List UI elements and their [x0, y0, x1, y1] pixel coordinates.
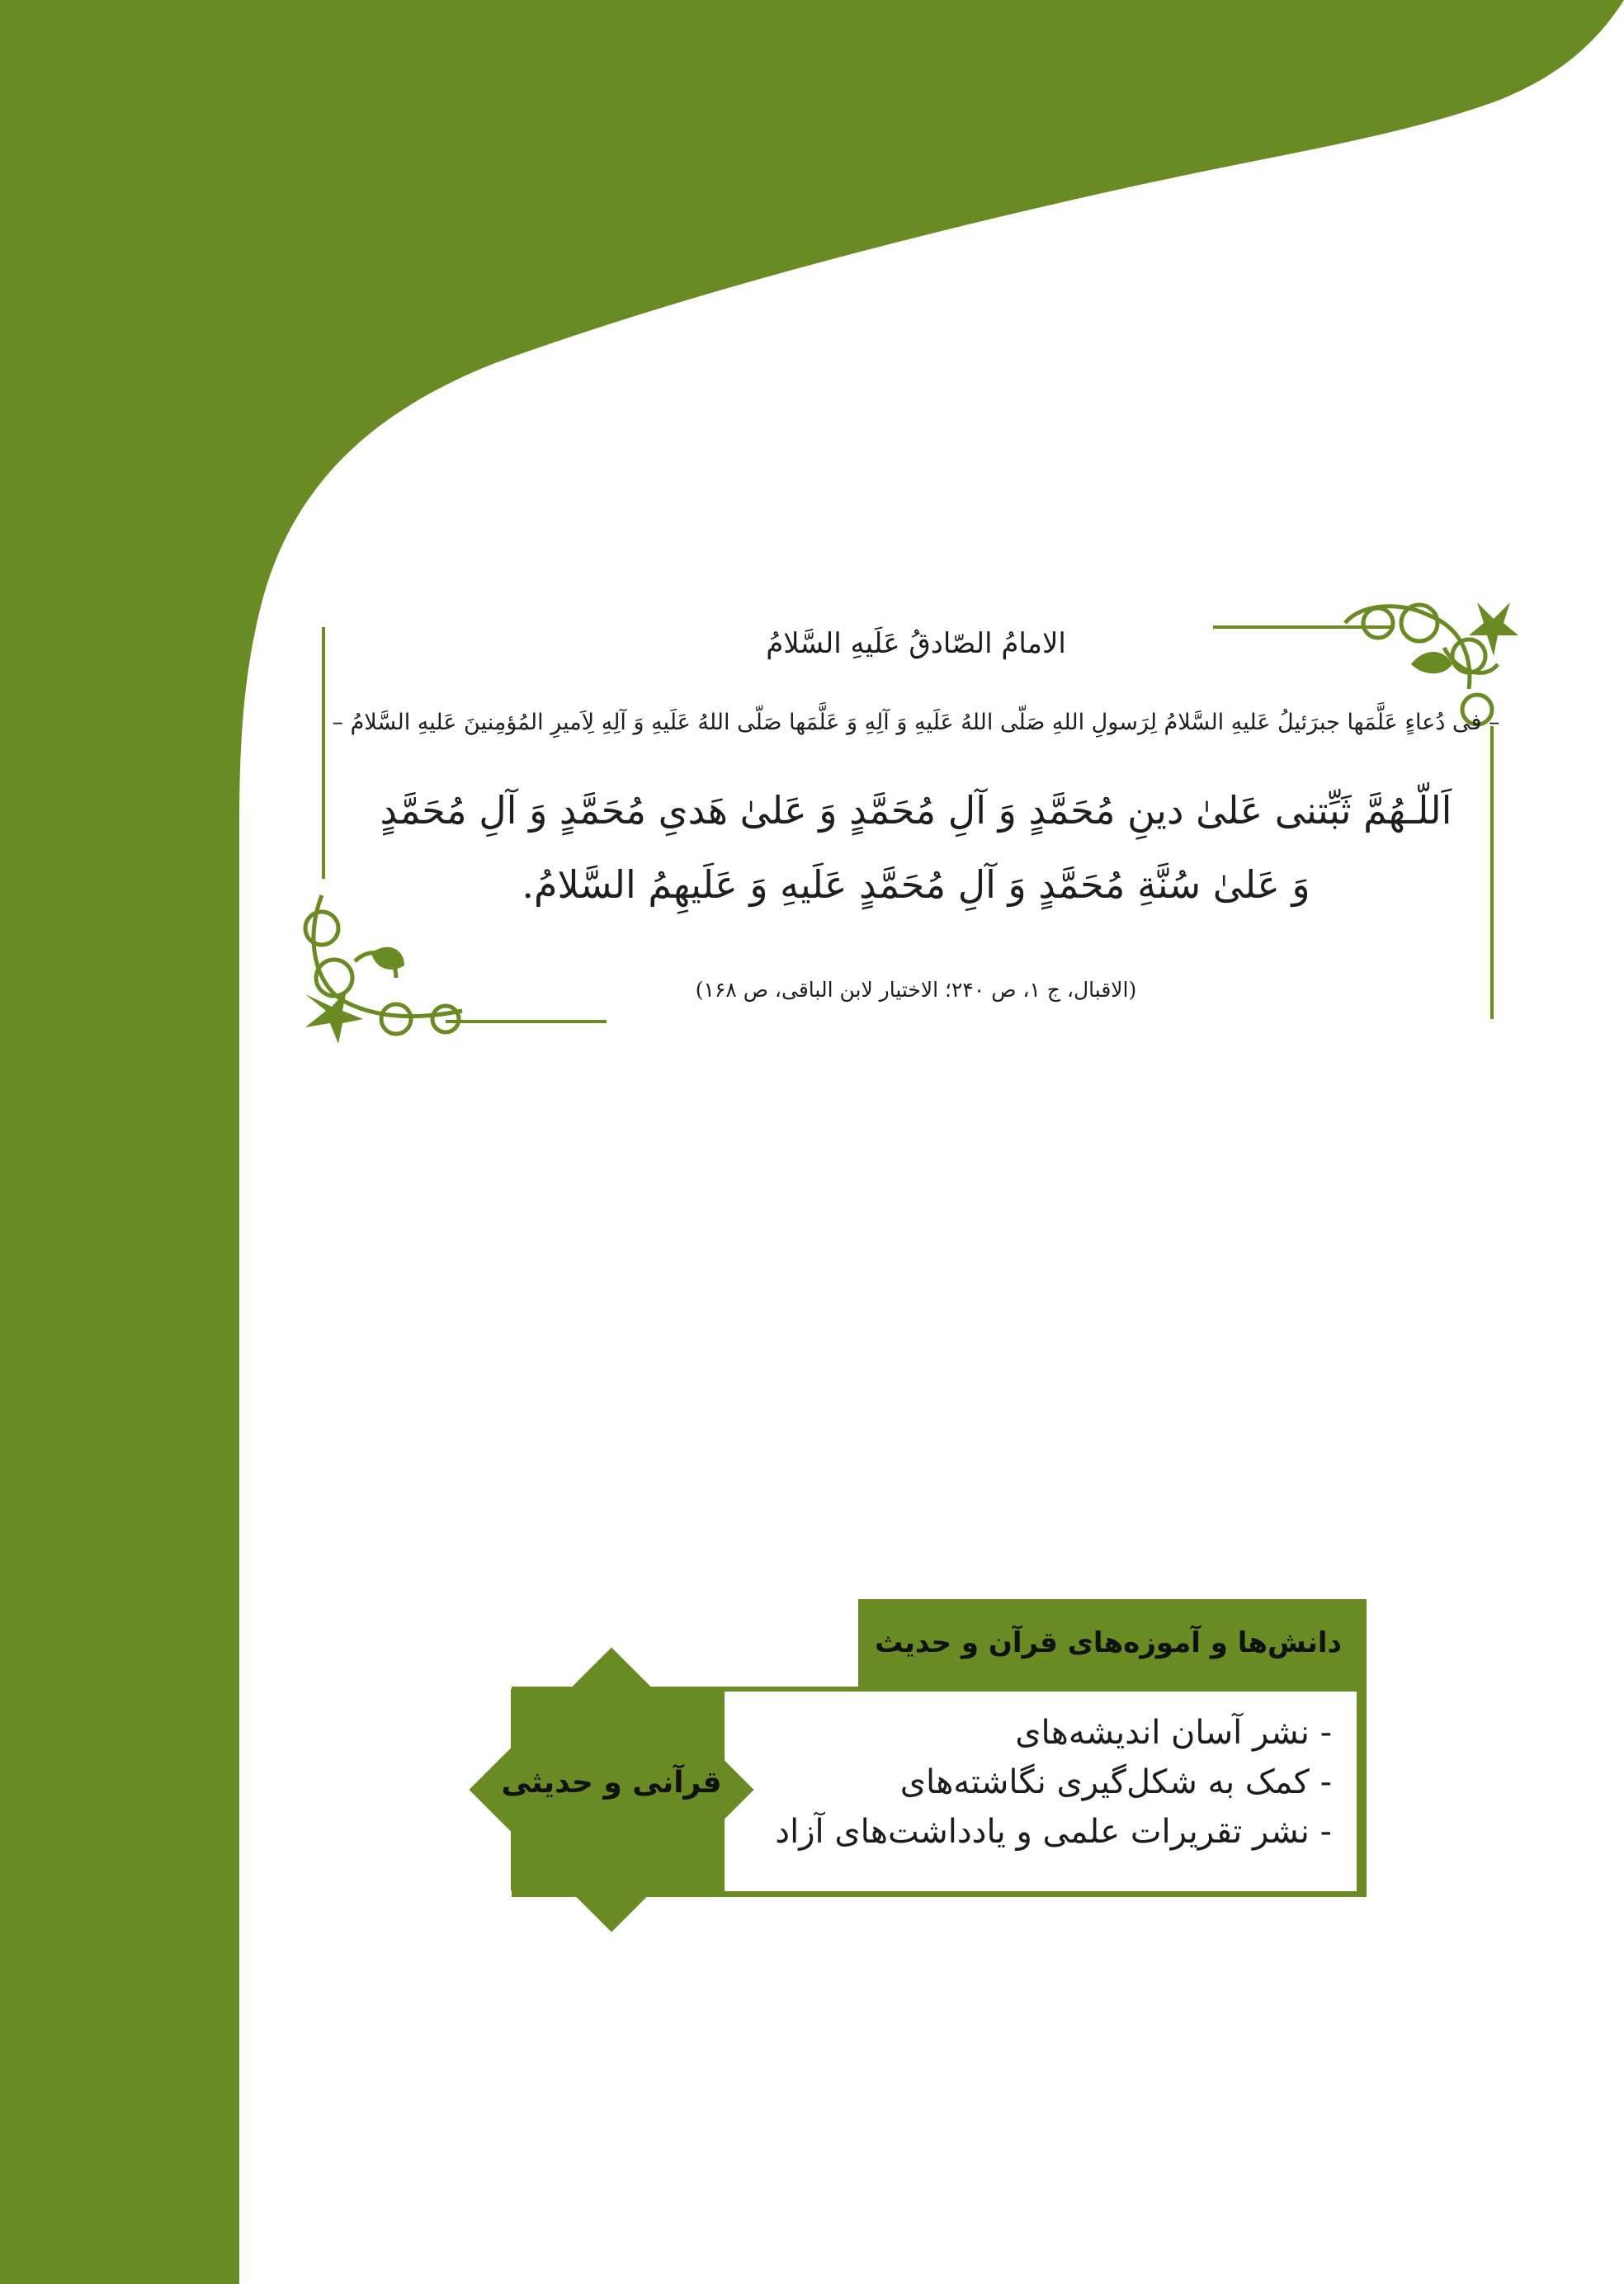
- frame-right-line: [1490, 726, 1494, 1019]
- category-header: دانش‌ها و آموزه‌های قرآن و حدیث: [858, 1599, 1367, 1687]
- list-item: - نشر تقریرات علمی و یادداشت‌های آزاد: [775, 1813, 1332, 1851]
- quote-text-line-1: اَللّـهُمَّ ثَبِّتنی عَلیٰ دینِ مُحَمَّدٍ وَ آلِ مُحَمَّدٍ وَ عَلیٰ هَدیِ مُحَمَّدٍ وَ آلِ مُحَمَّدٍ: [380, 788, 1452, 833]
- frame-left-line: [322, 627, 325, 879]
- quote-source: (الاقبال، ج ۱، ص ۲۴۰؛ الاختیار لابن الباقی، ص ۱۶۸): [695, 978, 1137, 1002]
- category-badge-label: قرآنی و حدیثی: [501, 1766, 722, 1800]
- list-item: - نشر آسان اندیشه‌های: [1015, 1714, 1332, 1752]
- quote-context: – فی دُعاءٍ عَلَّمَها جبرَئیلُ عَلیهِ السَّلامُ لِرَسولِ اللهِ صَلّی اللهُ عَلَیهِ وَ آلِهِ وَ عَلَّمَها صَلّی اللهُ عَلَیهِ وَ آلِهِ لِاَمیرِ المُؤمِنینَ عَلیهِ السَّلامُ –: [332, 710, 1500, 735]
- category-item-list: [725, 1692, 1357, 1891]
- quote-text-line-2: وَ عَلیٰ سُنَّةِ مُحَمَّدٍ وَ آلِ مُحَمَّدٍ عَلَیهِ وَ عَلَیهِمُ السَّلامُ.: [522, 862, 1310, 907]
- list-item: - کمک به شکل‌گیری نگاشته‌های: [899, 1763, 1332, 1801]
- quote-author: الامامُ الصّادقُ عَلَیهِ السَّلامُ: [766, 627, 1066, 660]
